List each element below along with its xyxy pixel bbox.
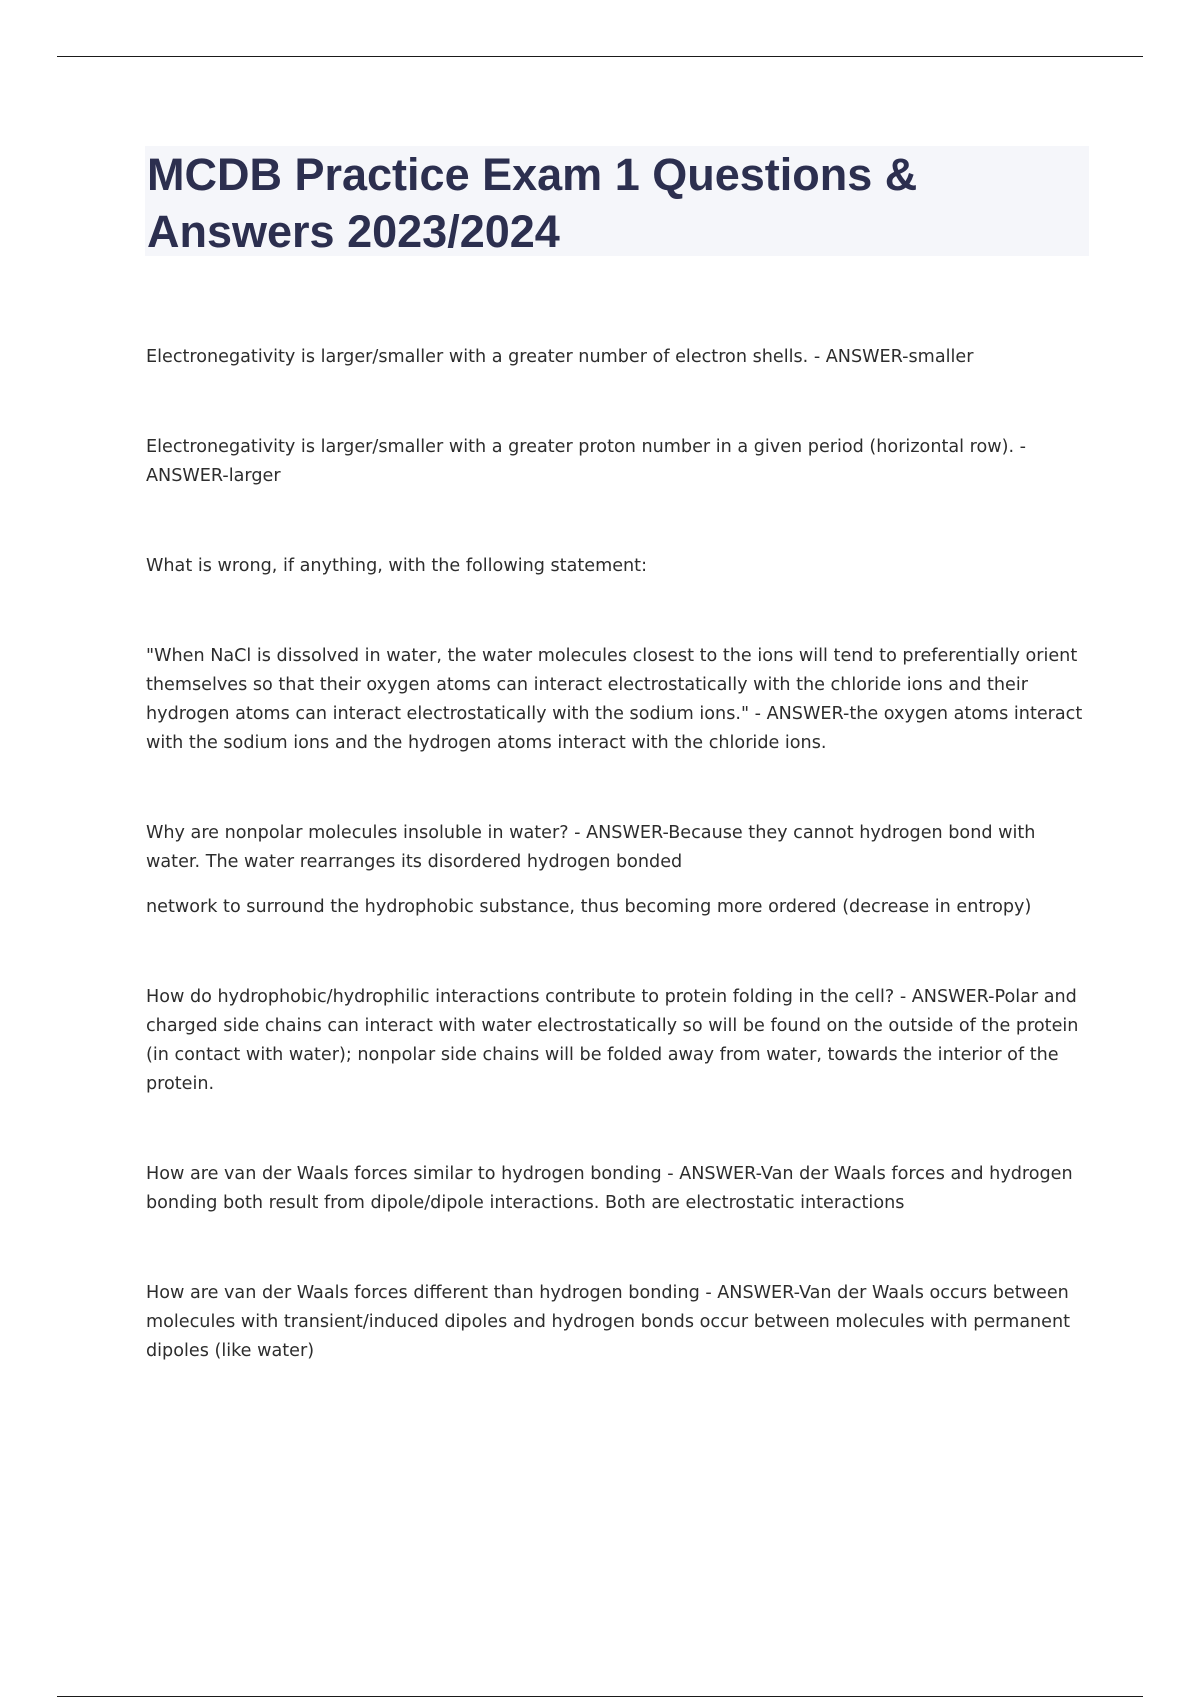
qa-entry-nonpolar-continuation: network to surround the hydrophobic substance, thus becoming more ordered (decrease in entropy) xyxy=(146,897,1032,917)
qa-entry-nonpolar-insoluble: Why are nonpolar molecules insoluble in water? - ANSWER-Because they cannot hydrogen bond with water. The water rearranges its disordered hydrogen bonded xyxy=(146,823,1036,872)
qa-entry-proton-number: Electronegativity is larger/smaller with a greater proton number in a given period (horizontal row). - ANSWER-larger xyxy=(146,437,1027,486)
document-body xyxy=(146,343,1091,1366)
bottom-divider xyxy=(57,1696,1143,1697)
qa-entry-electron-shells: Electronegativity is larger/smaller with a greater number of electron shells. - ANSWER-smaller xyxy=(146,347,974,367)
qa-entry-nacl-statement: "When NaCl is dissolved in water, the water molecules closest to the ions will tend to preferentially orient themselves so that their oxygen atoms can interact electrostatically with the chloride ions and their hydrogen atoms can interact electrostatically with the sodium ions." - ANSWER-the oxygen atoms interact with the sodium ions and the hydrogen atoms interact with the chloride ions. xyxy=(146,646,1083,753)
qa-entry-vdw-similar: How are van der Waals forces similar to hydrogen bonding - ANSWER-Van der Waals forces and hydrogen bonding both result from dipole/dipole interactions. Both are electrostatic interactions xyxy=(146,1164,1073,1213)
qa-entry-vdw-different: How are van der Waals forces different than hydrogen bonding - ANSWER-Van der Waals occurs between molecules with transient/induced dipoles and hydrogen bonds occur between molecules with permanent dipoles (like water) xyxy=(146,1283,1071,1361)
qa-entry-statement-prompt: What is wrong, if anything, with the following statement: xyxy=(146,556,648,576)
document-title: MCDB Practice Exam 1 Questions & Answers 2023/2024 xyxy=(147,149,918,257)
top-divider xyxy=(57,56,1143,57)
qa-entry-protein-folding: How do hydrophobic/hydrophilic interactions contribute to protein folding in the cell? - ANSWER-Polar and charged side chains can interact with water electrostatically so will be found on the outside of the protein (in contact with water); nonpolar side chains will be folded away from water, towards the interior of the protein. xyxy=(146,987,1079,1094)
